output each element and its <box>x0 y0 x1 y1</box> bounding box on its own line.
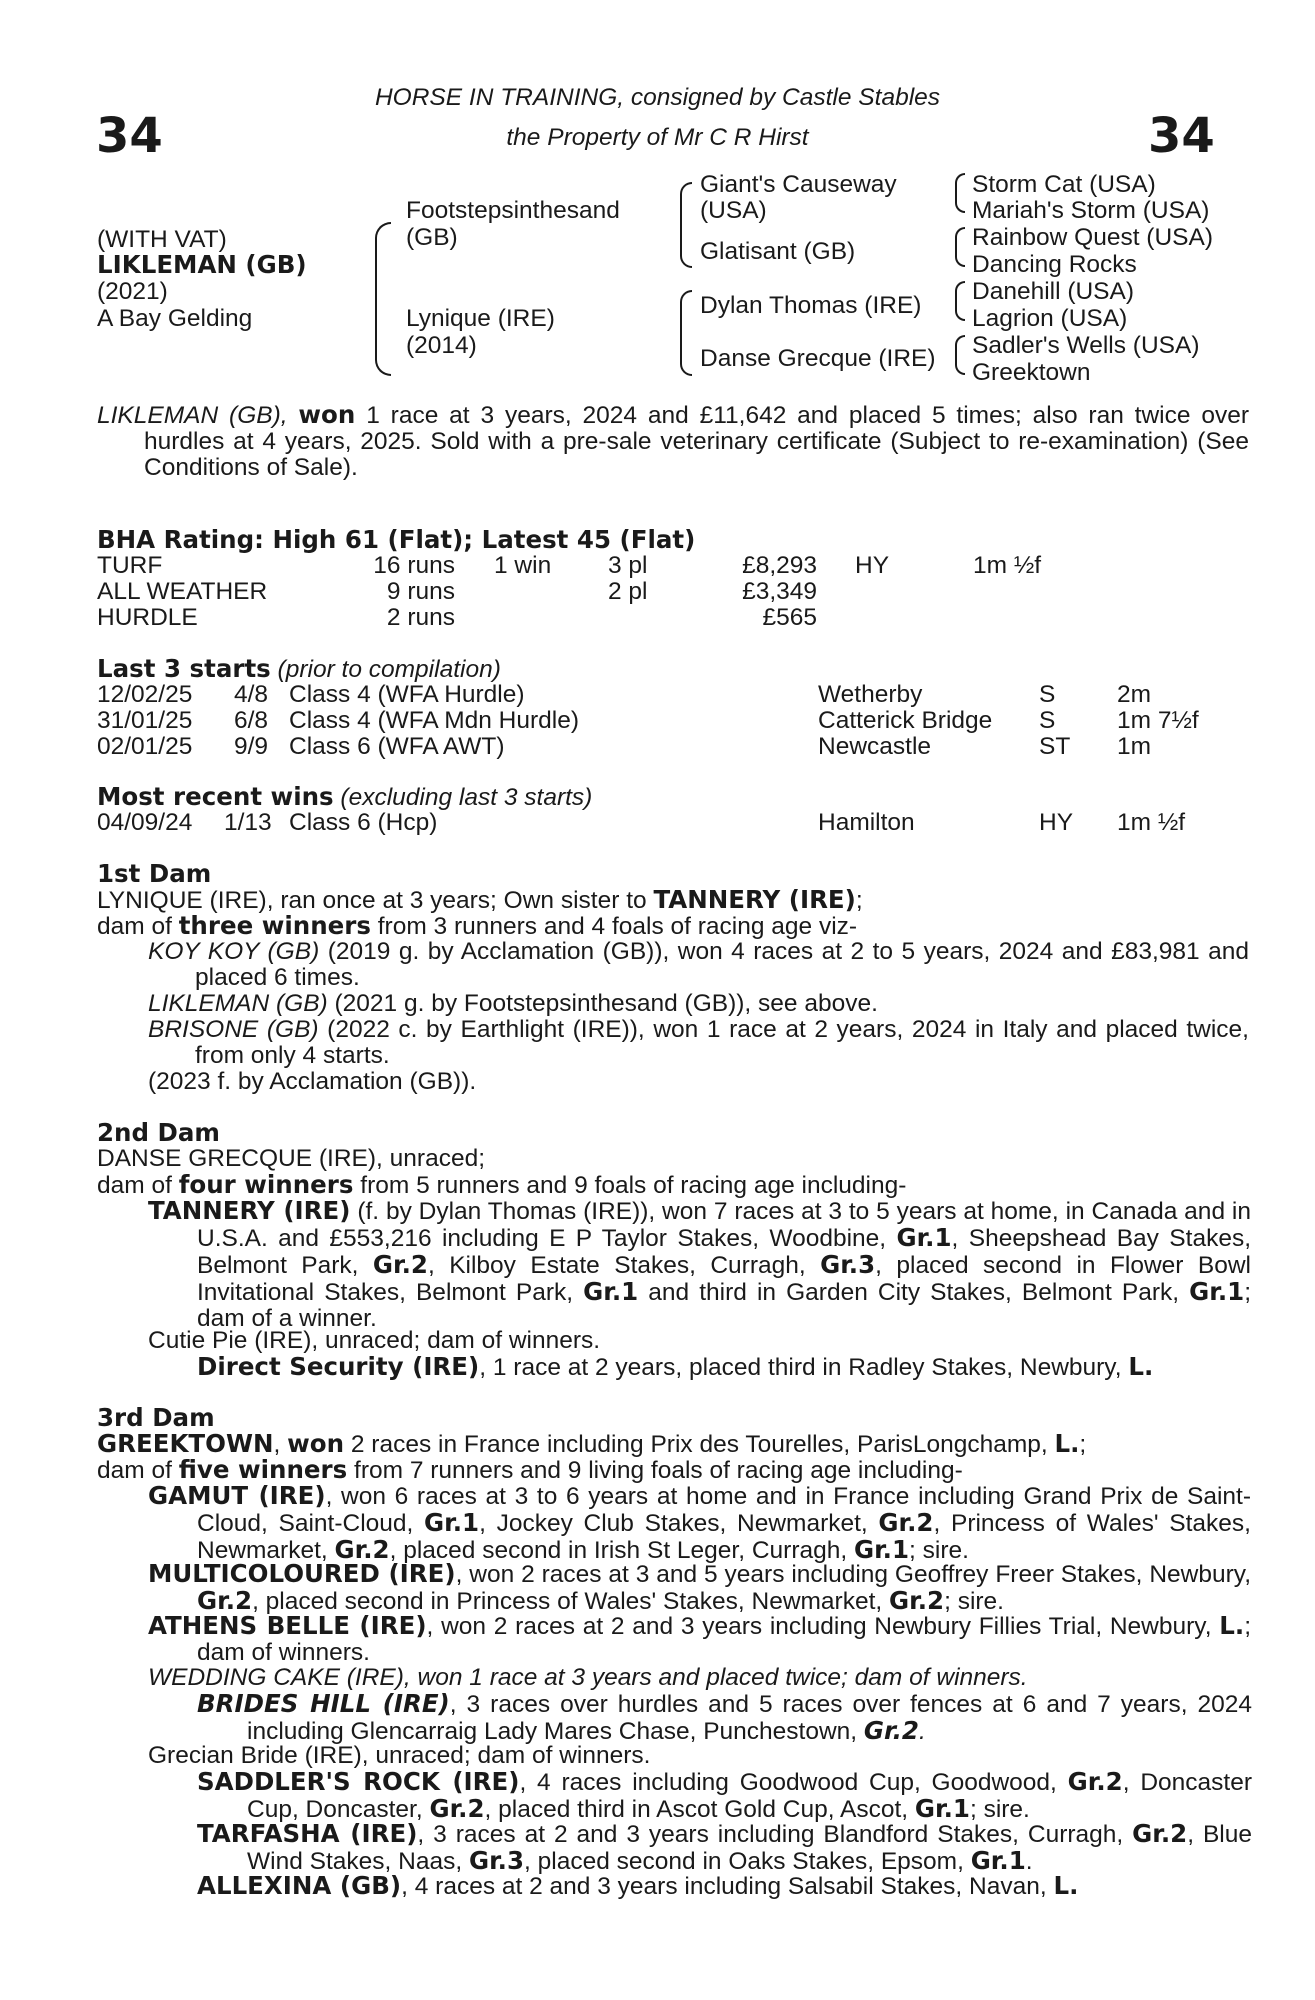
grade-badge: Gr.3 <box>820 1250 876 1279</box>
dam1-produce-2023: (2023 f. by Acclamation (GB)). <box>148 1068 477 1095</box>
produce-text: . <box>918 1718 926 1745</box>
dam1-sister-name: TANNERY (IRE) <box>653 885 856 914</box>
consignor-line: HORSE IN TRAINING, consigned by Castle Stables <box>374 84 941 111</box>
listed-badge: L. <box>1219 1611 1245 1640</box>
produce-text: , placed second in Flower Bowl Invitational Stakes, Belmont Park, <box>197 1252 1251 1306</box>
produce-text: , placed second in Oaks Stakes, Epsom, <box>524 1848 971 1875</box>
brace-sd <box>955 227 965 267</box>
sire-country: (GB) <box>406 224 458 251</box>
brace-ds <box>955 281 965 321</box>
produce-name: Direct Security (IRE) <box>197 1352 480 1381</box>
produce-text: , won 6 races at 3 to 6 years at home and in France including Grand Prix de Saint-Cloud, Saint-Cloud, <box>197 1483 1251 1537</box>
dam2-produce-tannery <box>148 1198 1251 1332</box>
dam3-produce-gamut <box>148 1483 1251 1564</box>
produce-text: , Blue Wind Stakes, Naas, <box>247 1821 1252 1875</box>
dam3-grandproduce-brides <box>197 1691 1252 1745</box>
dam3-name: GREEKTOWN <box>97 1429 274 1458</box>
brace-dd <box>955 335 965 375</box>
rating-runs: 2 runs <box>386 604 455 631</box>
sire-name: Footstepsinthesand <box>406 197 620 224</box>
summary-text: 1 race at 3 years, 2024 and £11,642 and placed 5 times; also ran twice over hurdles at 4 years, 2025. Sold with a pre-sale veterinary certificate (Subject to re-examination) (See Conditions of Sale). <box>144 402 1250 481</box>
grade-badge: Gr.1 <box>1189 1277 1245 1306</box>
produce-name: GAMUT (IRE) <box>148 1481 326 1510</box>
ped-sds: Rainbow Quest (USA) <box>972 224 1214 251</box>
win-distance: 1m ½f <box>1117 809 1186 836</box>
dam3-sep: , <box>273 1431 288 1458</box>
produce-text: , placed second in Irish St Leger, Curragh, <box>389 1537 854 1564</box>
dam1-line1 <box>97 887 863 914</box>
dam3-l1-text: 2 races in France including Prix des Tourelles, ParisLongchamp, <box>344 1431 1055 1458</box>
produce-name: ATHENS BELLE (IRE) <box>148 1611 427 1640</box>
produce-text: , Jockey Club Stakes, Newmarket, <box>479 1510 879 1537</box>
rating-distance: 1m ½f <box>973 552 1042 579</box>
produce-text: ; sire. <box>944 1588 1004 1615</box>
dam2-winners: four winners <box>178 1170 354 1199</box>
grade-badge: Gr.1 <box>970 1846 1026 1875</box>
win-going: HY <box>1039 809 1074 836</box>
lot-number-left: 34 <box>96 108 163 164</box>
rating-prize: £8,293 <box>742 552 817 579</box>
horse-description: A Bay Gelding <box>97 305 253 332</box>
dam3-winners: five winners <box>178 1455 348 1484</box>
produce-text: (2019 g. by Acclamation (GB)), won 4 races at 2 to 5 years, 2024 and £83,981 and placed 6 times. <box>195 938 1249 991</box>
recent-heading <box>97 784 592 811</box>
rating-prize: £565 <box>762 604 817 631</box>
grade-badge: Gr.1 <box>424 1508 480 1537</box>
produce-text: , Kilboy Estate Stakes, Curragh, <box>427 1252 821 1279</box>
rating-surface: HURDLE <box>97 604 198 631</box>
ped-dds: Sadler's Wells (USA) <box>972 332 1200 359</box>
rating-runs: 16 runs <box>373 552 455 579</box>
start-position: 9/9 <box>234 733 269 760</box>
dam3-produce-athens <box>148 1613 1251 1666</box>
summary-paragraph <box>97 402 1249 481</box>
win-position: 1/13 <box>224 809 272 836</box>
start-date: 12/02/25 <box>97 681 193 708</box>
dam2-line1: DANSE GRECQUE (IRE), unraced; <box>97 1145 486 1172</box>
produce-text: , Sheepshead Bay Stakes, Belmont Park, <box>197 1225 1251 1279</box>
produce-name: ALLEXINA (GB) <box>197 1871 402 1900</box>
horse-name: LIKLEMAN (GB) <box>97 250 307 279</box>
dam2-line2 <box>97 1172 906 1199</box>
grade-badge: Gr.2 <box>863 1716 919 1745</box>
dam1-produce-koykoy <box>148 939 1249 991</box>
grade-badge: Gr.1 <box>896 1223 952 1252</box>
produce-text: . <box>1025 1848 1033 1875</box>
summary-won: won <box>298 400 356 429</box>
dam1-line2 <box>97 913 857 940</box>
ped-ssd: Mariah's Storm (USA) <box>972 197 1210 224</box>
ped-dsd: Lagrion (USA) <box>972 305 1128 332</box>
produce-text: , 4 races at 2 and 3 years including Salsabil Stakes, Navan, <box>401 1873 1054 1900</box>
lot-number-right: 34 <box>1148 108 1215 164</box>
rating-surface: ALL WEATHER <box>97 578 268 605</box>
start-distance: 1m <box>1117 733 1152 760</box>
produce-text: (2021 g. by Footstepsinthesand (GB)), see above. <box>327 990 878 1017</box>
start-going: ST <box>1039 733 1071 760</box>
start-race: Class 6 (WFA AWT) <box>289 733 505 760</box>
rating-wins: 1 win <box>494 552 552 579</box>
dam2-l2-text: from 5 runners and 9 foals of racing age including- <box>353 1172 907 1199</box>
grade-badge: Gr.2 <box>334 1535 390 1564</box>
last3-note: (prior to compilation) <box>270 656 501 683</box>
produce-name: TANNERY (IRE) <box>148 1196 351 1225</box>
sire-sire: Giant's Causeway <box>700 171 897 198</box>
start-distance: 1m 7½f <box>1117 707 1199 734</box>
start-going: S <box>1039 707 1056 734</box>
produce-name: BRISONE (GB) <box>148 1016 319 1043</box>
dam3-l2-prefix: dam of <box>97 1457 179 1484</box>
rating-surface: TURF <box>97 552 163 579</box>
dam3-produce-grecian: Grecian Bride (IRE), unraced; dam of winners. <box>148 1742 651 1769</box>
ped-sss: Storm Cat (USA) <box>972 171 1156 198</box>
grade-badge: Gr.2 <box>1132 1819 1188 1848</box>
brace-ss <box>955 173 965 213</box>
dam-year: (2014) <box>406 332 477 359</box>
grade-badge: Gr.2 <box>1067 1767 1123 1796</box>
rating-placed: 3 pl <box>608 552 648 579</box>
start-race: Class 4 (WFA Mdn Hurdle) <box>289 707 579 734</box>
dam3-grandproduce-saddlers <box>197 1769 1252 1823</box>
dam3-l2-text: from 7 runners and 9 living foals of racing age including- <box>347 1457 963 1484</box>
pedigree-brace-dam <box>680 290 692 376</box>
start-course: Wetherby <box>818 681 923 708</box>
dam2-produce-cutie: Cutie Pie (IRE), unraced; dam of winners. <box>148 1327 601 1354</box>
grade-badge: Gr.2 <box>878 1508 934 1537</box>
win-race: Class 6 (Hcp) <box>289 809 438 836</box>
produce-text: , Princess of Wales' Stakes, Newmarket, <box>197 1510 1251 1564</box>
grade-badge: Gr.2 <box>429 1794 485 1823</box>
produce-name: KOY KOY (GB) <box>148 938 320 965</box>
start-date: 02/01/25 <box>97 733 193 760</box>
produce-name: SADDLER'S ROCK (IRE) <box>197 1767 520 1796</box>
produce-text: , won 2 races at 3 and 5 years including Geoffrey Freer Stakes, Newbury, <box>455 1561 1251 1588</box>
pedigree-brace-main <box>375 222 391 376</box>
dam2-grandproduce-direct <box>197 1354 1153 1381</box>
produce-name: BRIDES HILL (IRE) <box>197 1689 450 1718</box>
recent-note: (excluding last 3 starts) <box>333 784 593 811</box>
dam2-title: 2nd Dam <box>97 1118 220 1147</box>
dam3-grandproduce-tarfasha <box>197 1821 1252 1875</box>
dam3-won: won <box>287 1429 345 1458</box>
produce-text: and third in Garden City Stakes, Belmont Park, <box>638 1279 1190 1306</box>
last3-title: Last 3 starts <box>97 654 271 683</box>
ped-ddd: Greektown <box>972 359 1091 386</box>
grade-badge: Gr.1 <box>914 1794 970 1823</box>
produce-text: , 1 race at 2 years, placed third in Radley Stakes, Newbury, <box>479 1354 1129 1381</box>
produce-text: ; sire. <box>969 1796 1030 1823</box>
produce-text: (2022 c. by Earthlight (IRE)), won 1 race at 2 years, 2024 in Italy and placed twice, from only 4 starts. <box>195 1016 1249 1069</box>
produce-text: , placed second in Princess of Wales' Stakes, Newmarket, <box>252 1588 890 1615</box>
start-distance: 2m <box>1117 681 1152 708</box>
produce-text: , Doncaster Cup, Doncaster, <box>247 1769 1252 1823</box>
dam1-l2-prefix: dam of <box>97 913 179 940</box>
dam3-produce-multicoloured <box>148 1561 1251 1615</box>
listed-badge: L. <box>1128 1352 1154 1381</box>
sire-sire-country: (USA) <box>700 197 767 224</box>
dam-dam: Danse Grecque (IRE) <box>700 345 936 372</box>
dam3-produce-wedding: WEDDING CAKE (IRE), won 1 race at 3 years and placed twice; dam of winners. <box>148 1664 1028 1691</box>
dam1-l1-text: LYNIQUE (IRE), ran once at 3 years; Own sister to <box>97 887 654 914</box>
horse-year: (2021) <box>97 278 168 305</box>
produce-name: MULTICOLOURED (IRE) <box>148 1559 456 1588</box>
last3-heading <box>97 656 501 683</box>
start-course: Catterick Bridge <box>818 707 993 734</box>
produce-text: ; dam of a winner. <box>197 1279 1252 1332</box>
vat-label: (WITH VAT) <box>97 226 227 253</box>
start-position: 4/8 <box>234 681 269 708</box>
grade-badge: Gr.2 <box>372 1250 428 1279</box>
recent-title: Most recent wins <box>97 782 334 811</box>
dam3-title: 3rd Dam <box>97 1403 215 1432</box>
dam3-l1-punct: ; <box>1079 1431 1087 1458</box>
start-race: Class 4 (WFA Hurdle) <box>289 681 525 708</box>
produce-text: , 3 races at 2 and 3 years including Blandford Stakes, Curragh, <box>417 1821 1133 1848</box>
ped-dss: Danehill (USA) <box>972 278 1135 305</box>
produce-text: , won 2 races at 2 and 3 years including Newbury Fillies Trial, Newbury, <box>426 1613 1220 1640</box>
dam1-winners: three winners <box>178 911 371 940</box>
grade-badge: Gr.3 <box>468 1846 525 1875</box>
listed-badge: L. <box>1054 1429 1080 1458</box>
grade-badge: Gr.2 <box>197 1586 253 1615</box>
produce-text: , placed third in Ascot Gold Cup, Ascot, <box>484 1796 915 1823</box>
start-date: 31/01/25 <box>97 707 193 734</box>
dam-name: Lynique (IRE) <box>406 305 555 332</box>
sire-dam: Glatisant (GB) <box>700 238 856 265</box>
start-course: Newcastle <box>818 733 932 760</box>
grade-badge: Gr.1 <box>853 1535 910 1564</box>
dam3-line2 <box>97 1457 963 1484</box>
rating-prize: £3,349 <box>742 578 817 605</box>
produce-text: (f. by Dylan Thomas (IRE)), won 7 races at 3 to 5 years at home, in Canada and in U.S.A. and £553,216 including E P Taylor Stakes, Woodbine, <box>197 1198 1251 1252</box>
dam1-produce-likleman <box>148 991 1202 1017</box>
dam1-l2-text: from 3 runners and 4 foals of racing age viz- <box>370 913 858 940</box>
start-going: S <box>1039 681 1056 708</box>
ped-sdd: Dancing Rocks <box>972 251 1137 278</box>
dam1-l1-punct: ; <box>855 887 863 914</box>
produce-name: TARFASHA (IRE) <box>197 1819 418 1848</box>
win-course: Hamilton <box>818 809 915 836</box>
produce-text: , 3 races over hurdles and 5 races over fences at 6 and 7 years, 2024 including Glencarraig Lady Mares Chase, Punchestown, <box>247 1691 1253 1745</box>
listed-badge: L. <box>1053 1871 1079 1900</box>
rating-going: HY <box>855 552 890 579</box>
pedigree-brace-sire <box>680 182 692 268</box>
start-position: 6/8 <box>234 707 269 734</box>
produce-text: , 4 races including Goodwood Cup, Goodwood, <box>519 1769 1068 1796</box>
grade-badge: Gr.2 <box>889 1586 945 1615</box>
property-line: the Property of Mr C R Hirst <box>506 124 809 151</box>
dam3-grandproduce-allexina <box>197 1873 1202 1900</box>
win-date: 04/09/24 <box>97 809 193 836</box>
dam2-l2-prefix: dam of <box>97 1172 179 1199</box>
rating-placed: 2 pl <box>608 578 648 605</box>
rating-title: BHA Rating: High 61 (Flat); Latest 45 (Flat) <box>97 525 696 554</box>
dam1-title: 1st Dam <box>97 859 212 888</box>
dam3-line1 <box>97 1431 1086 1458</box>
grade-badge: Gr.1 <box>583 1277 639 1306</box>
produce-text: ; dam of winners. <box>197 1613 1251 1666</box>
produce-text: ; sire. <box>909 1537 969 1564</box>
dam1-produce-brisone <box>148 1017 1249 1069</box>
summary-horse-name: LIKLEMAN (GB), <box>97 402 288 429</box>
rating-runs: 9 runs <box>386 578 455 605</box>
dam-sire: Dylan Thomas (IRE) <box>700 292 922 319</box>
produce-name: LIKLEMAN (GB) <box>148 990 328 1017</box>
